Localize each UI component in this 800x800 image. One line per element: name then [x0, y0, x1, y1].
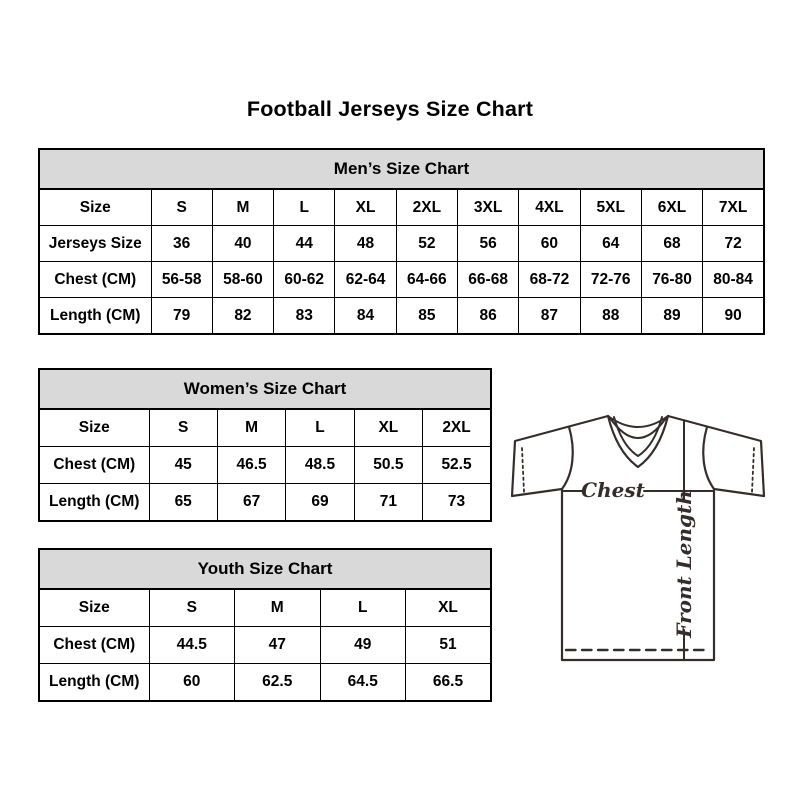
- table-cell: L: [286, 409, 354, 447]
- table-cell: 2XL: [396, 189, 457, 226]
- table-cell: 3XL: [457, 189, 518, 226]
- table-cell: 52.5: [423, 447, 491, 484]
- table-row: [39, 589, 491, 627]
- table-cell: 52: [396, 226, 457, 262]
- table-cell: 64-66: [396, 262, 457, 298]
- table-cell: 60: [149, 664, 235, 702]
- table-cell: 64.5: [320, 664, 406, 702]
- table-cell: 51: [406, 627, 492, 664]
- table-row: [39, 484, 491, 522]
- table-cell: 76-80: [641, 262, 702, 298]
- table-cell: 80-84: [703, 262, 764, 298]
- table-cell: 62.5: [235, 664, 321, 702]
- row-label: Jerseys Size: [39, 226, 151, 262]
- table-row: [39, 409, 491, 447]
- womens-table-body: [39, 409, 491, 521]
- table-cell: 64: [580, 226, 641, 262]
- table-cell: 6XL: [641, 189, 702, 226]
- table-cell: 50.5: [354, 447, 422, 484]
- table-row: [39, 189, 764, 226]
- mens-size-chart-table: [38, 148, 765, 335]
- table-cell: 47: [235, 627, 321, 664]
- womens-table-title: Women’s Size Chart: [39, 369, 491, 409]
- table-cell: 44: [274, 226, 335, 262]
- chest-label: Chest: [581, 478, 645, 502]
- table-cell: 49: [320, 627, 406, 664]
- table-cell: 2XL: [423, 409, 491, 447]
- table-cell: 68-72: [519, 262, 580, 298]
- table-row: [39, 262, 764, 298]
- table-cell: 72: [703, 226, 764, 262]
- table-cell: XL: [335, 189, 396, 226]
- mens-table-title: Men’s Size Chart: [39, 149, 764, 189]
- row-label: Size: [39, 409, 149, 447]
- jersey-outline: [512, 416, 764, 660]
- table-cell: 40: [212, 226, 273, 262]
- table-row: [39, 447, 491, 484]
- jersey-right-arm-seam: [703, 427, 714, 489]
- page-title: Football Jerseys Size Chart: [246, 97, 534, 121]
- row-label: Chest (CM): [39, 447, 149, 484]
- table-title-row: [39, 549, 491, 589]
- table-cell: 73: [423, 484, 491, 522]
- jersey-left-cuff-stitch: [522, 448, 524, 492]
- table-cell: XL: [406, 589, 492, 627]
- table-row: [39, 226, 764, 262]
- table-cell: L: [274, 189, 335, 226]
- table-row: [39, 298, 764, 335]
- row-label: Length (CM): [39, 484, 149, 522]
- table-cell: 72-76: [580, 262, 641, 298]
- table-cell: 68: [641, 226, 702, 262]
- table-cell: S: [149, 409, 217, 447]
- table-cell: 88: [580, 298, 641, 335]
- table-cell: 69: [286, 484, 354, 522]
- table-title-row: [39, 149, 764, 189]
- table-cell: 66-68: [457, 262, 518, 298]
- row-label: Length (CM): [39, 298, 151, 335]
- table-cell: 85: [396, 298, 457, 335]
- row-label: Length (CM): [39, 664, 149, 702]
- table-cell: 89: [641, 298, 702, 335]
- table-cell: 84: [335, 298, 396, 335]
- table-cell: 71: [354, 484, 422, 522]
- table-cell: XL: [354, 409, 422, 447]
- table-cell: 83: [274, 298, 335, 335]
- jersey-right-cuff-stitch: [752, 448, 754, 492]
- table-cell: 60-62: [274, 262, 335, 298]
- jersey-left-arm-seam: [562, 427, 573, 489]
- table-row: [39, 627, 491, 664]
- table-cell: 87: [519, 298, 580, 335]
- table-cell: 60: [519, 226, 580, 262]
- table-cell: M: [235, 589, 321, 627]
- youth-size-chart-table: [38, 548, 492, 702]
- youth-table-body: [39, 589, 491, 701]
- table-cell: 66.5: [406, 664, 492, 702]
- mens-table-body: [39, 189, 764, 334]
- table-cell: 67: [217, 484, 285, 522]
- row-label: Size: [39, 589, 149, 627]
- table-cell: M: [217, 409, 285, 447]
- table-cell: 62-64: [335, 262, 396, 298]
- table-cell: 56-58: [151, 262, 212, 298]
- table-cell: S: [151, 189, 212, 226]
- table-cell: S: [149, 589, 235, 627]
- table-cell: 90: [703, 298, 764, 335]
- table-cell: 4XL: [519, 189, 580, 226]
- row-label: Chest (CM): [39, 262, 151, 298]
- table-cell: 48: [335, 226, 396, 262]
- table-cell: 79: [151, 298, 212, 335]
- table-cell: 36: [151, 226, 212, 262]
- front-length-label: Front Length: [672, 490, 696, 638]
- table-cell: 46.5: [217, 447, 285, 484]
- table-cell: 7XL: [703, 189, 764, 226]
- table-cell: 48.5: [286, 447, 354, 484]
- table-cell: L: [320, 589, 406, 627]
- table-cell: 5XL: [580, 189, 641, 226]
- row-label: Size: [39, 189, 151, 226]
- table-cell: 86: [457, 298, 518, 335]
- jersey-measurement-diagram: [505, 396, 777, 672]
- row-label: Chest (CM): [39, 627, 149, 664]
- table-cell: 65: [149, 484, 217, 522]
- table-cell: 58-60: [212, 262, 273, 298]
- table-cell: 45: [149, 447, 217, 484]
- youth-table-title: Youth Size Chart: [39, 549, 491, 589]
- table-cell: M: [212, 189, 273, 226]
- table-cell: 82: [212, 298, 273, 335]
- womens-size-chart-table: [38, 368, 492, 522]
- table-cell: 56: [457, 226, 518, 262]
- table-title-row: [39, 369, 491, 409]
- table-cell: 44.5: [149, 627, 235, 664]
- table-row: [39, 664, 491, 702]
